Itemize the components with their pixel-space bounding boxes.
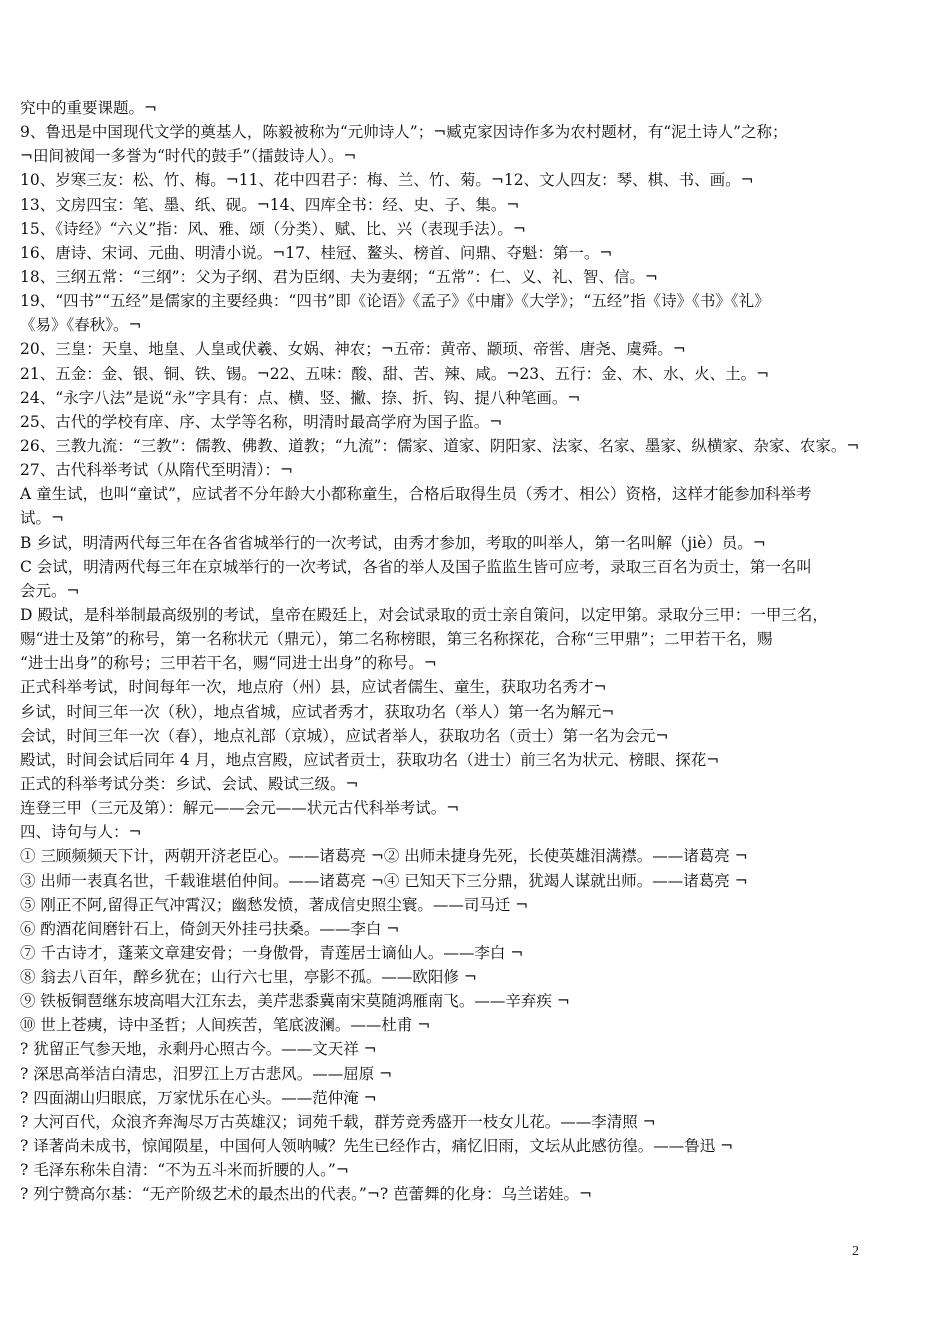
- text-line: 《易》《春秋》。¬: [20, 316, 142, 335]
- text-line: 16、唐诗、宋词、元曲、明清小说。¬17、桂冠、鳌头、榜首、问鼎、夺魁：第一。¬: [20, 243, 613, 262]
- text-line: “进士出身”的称号；三甲若干名，赐“同进士出身”的称号。¬: [20, 654, 437, 673]
- text-line: ⑥ 酌酒花间磨针石上，倚剑天外挂弓扶桑。——李白 ¬: [20, 919, 400, 938]
- text-line: ? 译著尚未成书，惊闻陨星，中国何人领呐喊？先生已经作古，痛忆旧雨，文坛从此感彷徨。——鲁迅 ¬: [20, 1137, 734, 1156]
- text-line: ? 毛泽东称朱自清：“不为五斗米而折腰的人。”¬: [20, 1161, 349, 1180]
- text-line: 殿试，时间会试后同年 4 月，地点宫殿，应试者贡士，获取功名（进士）前三名为状元、榜眼、探花¬: [20, 750, 720, 769]
- text-line: A 童生试，也叫“童试”，应试者不分年龄大小都称童生，合格后取得生员（秀才、相公）资格，这样才能参加科举考: [20, 485, 812, 504]
- text-line: 26、三教九流：“三教”：儒教、佛教、道教；“九流”：儒家、道家、阴阳家、法家、名家、墨家、纵横家、杂家、农家。¬: [20, 436, 860, 455]
- text-line: ⑩ 世上苍痍，诗中圣哲；人间疾苦，笔底波澜。——杜甫 ¬: [20, 1016, 431, 1035]
- text-line: 24、“永字八法”是说“永”字具有：点、横、竖、撇、捺、折、钩、提八种笔画。¬: [20, 388, 581, 407]
- text-line: 13、文房四宝：笔、墨、纸、砚。¬14、四库全书：经、史、子、集。¬: [20, 195, 520, 214]
- text-line: ③ 出师一表真名世，千载谁堪伯仲间。——诸葛亮 ¬④ 已知天下三分鼎，犹竭人谋就出师。——诸葛亮 ¬: [20, 871, 748, 890]
- text-line: ⑦ 千古诗才，蓬莱文章建安骨；一身傲骨，青莲居士谪仙人。——李白 ¬: [20, 943, 524, 962]
- text-line: ⑧ 翁去八百年，醉乡犹在；山行六七里，亭影不孤。——欧阳修 ¬: [20, 968, 477, 987]
- text-line: 10、岁寒三友：松、竹、梅。¬11、花中四君子：梅、兰、竹、菊。¬12、文人四友：琴、棋、书、画。¬: [20, 171, 754, 190]
- text-line: 究中的重要课题。¬: [20, 99, 157, 117]
- text-line: C 会试，明清两代每三年在京城举行的一次考试，各省的举人及国子监监生皆可应考，录取三百名为贡士，第一名叫: [20, 557, 812, 576]
- text-line: ? 大河百代，众浪齐奔淘尽万古英雄汉；词苑千载，群芳竞秀盛开一枝女儿花。——李清照 ¬: [20, 1112, 656, 1131]
- text-line: 试。¬: [20, 509, 64, 528]
- text-line: 正式科举考试，时间每年一次，地点府（州）县，应试者儒生、童生，获取功名秀才¬: [20, 678, 607, 697]
- text-line: 25、古代的学校有庠、序、太学等名称，明清时最高学府为国子监。¬: [20, 412, 503, 431]
- text-line: ? 四面湖山归眼底，万家忧乐在心头。——范仲淹 ¬: [20, 1088, 377, 1107]
- text-line: ? 犹留正气参天地，永剩丹心照古今。——文天祥 ¬: [20, 1040, 377, 1059]
- document-body: [20, 96, 930, 1206]
- text-line: 正式的科举考试分类：乡试、会试、殿试三级。¬: [20, 774, 359, 793]
- text-line: D 殿试，是科举制最高级别的考试，皇帝在殿廷上，对会试录取的贡士亲自策问，以定甲第。录取分三甲：一甲三名，: [20, 605, 828, 624]
- text-line: 21、五金：金、银、铜、铁、锡。¬22、五味：酸、甜、苦、辣、咸。¬23、五行：金、木、水、火、土。¬: [20, 364, 770, 383]
- text-line: 会元。¬: [20, 581, 80, 600]
- text-line: 连登三甲（三元及第）：解元——会元——状元古代科举考试。¬: [20, 799, 460, 818]
- page-number: 2: [852, 1244, 859, 1259]
- text-line: 赐“进士及第”的称号，第一名称状元（鼎元），第二名称榜眼，第三名称探花，合称“三甲鼎”；二甲若干名，赐: [20, 630, 773, 649]
- text-line: 19、“四书”“五经”是儒家的主要经典：“四书”即《论语》《孟子》《中庸》《大学》；“五经”指《诗》《书》《礼》: [20, 292, 770, 311]
- text-line: 20、三皇：天皇、地皇、人皇或伏羲、女娲、神农；¬五帝：黄帝、颛顼、帝喾、唐尧、虞舜。¬: [20, 340, 686, 359]
- text-line: 27、古代科举考试（从隋代至明清）：¬: [20, 461, 293, 480]
- text-line: 会试，时间三年一次（春），地点礼部（京城），应试者举人，获取功名（贡士）第一名为会元¬: [20, 726, 669, 745]
- text-line: 乡试，时间三年一次（秋），地点省城，应试者秀才，获取功名（举人）第一名为解元¬: [20, 702, 615, 721]
- text-line: ⑨ 铁板铜琶继东坡高唱大江东去，美芹悲黍冀南宋莫随鸿雁南飞。——辛弃疾 ¬: [20, 992, 570, 1011]
- text-line: ① 三顾频频天下计，两朝开济老臣心。——诸葛亮 ¬② 出师未捷身先死，长使英雄泪满襟。——诸葛亮 ¬: [20, 847, 748, 866]
- text-line: 9、鲁迅是中国现代文学的奠基人，陈毅被称为“元帅诗人”；¬臧克家因诗作多为农村题材，有“泥土诗人”之称；: [20, 123, 788, 142]
- text-line: ? 深思高举洁白清忠，汨罗江上万古悲风。——屈原 ¬: [20, 1064, 393, 1083]
- text-line: ⑤ 刚正不阿,留得正气冲霄汉；幽愁发愤，著成信史照尘寰。——司马迁 ¬: [20, 895, 529, 914]
- text-line: ¬田间被闻一多誉为“时代的鼓手”（擂鼓诗人）。¬: [20, 147, 357, 166]
- text-line: 18、三纲五常：“三纲”：父为子纲、君为臣纲、夫为妻纲；“五常”：仁、义、礼、智、信。¬: [20, 267, 658, 286]
- text-line: 15、《诗经》“六义”指：风、雅、颂（分类）、赋、比、兴（表现手法）。¬: [20, 219, 526, 238]
- text-line: 四、诗句与人：¬: [20, 823, 142, 842]
- text-line: ? 列宁赞高尔基：“无产阶级艺术的最杰出的代表。”¬? 芭蕾舞的化身：乌兰诺娃。¬: [20, 1185, 593, 1204]
- text-line: B 乡试，明清两代每三年在各省省城举行的一次考试，由秀才参加，考取的叫举人，第一名叫解（jiè）员。¬: [20, 533, 766, 552]
